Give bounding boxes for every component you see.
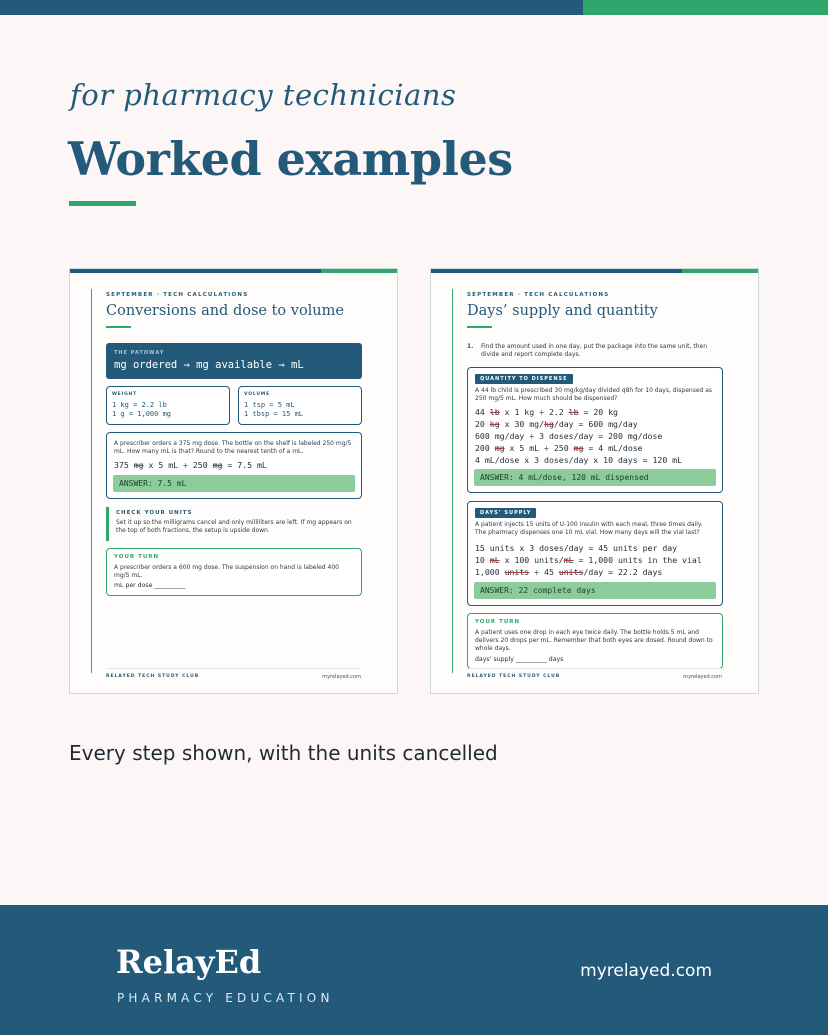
volume-label: VOLUME (244, 392, 270, 397)
math-part: = 20 kg (578, 407, 618, 417)
sheet-top-bar (70, 269, 397, 273)
math-part: x 100 units/ (499, 555, 564, 565)
sheet-footer (467, 668, 722, 682)
brand-subtitle: PHARMACY EDUCATION (117, 991, 334, 1005)
days-problem: A patient injects 15 units of U-100 insulin with each meal, three times daily. The pharmacy dispenses one 10 mL vial. How many days will the vial last? (475, 521, 703, 536)
days-math-3 (475, 567, 662, 577)
quantity-answer: ANSWER: 4 mL/dose, 120 mL dispensed (474, 469, 716, 486)
cancelled-unit: mg (494, 443, 505, 453)
math-part: 10 (475, 555, 490, 565)
math-part: /day = 22.2 days (583, 567, 663, 577)
weight-facts-box (106, 386, 230, 425)
answer-field[interactable]: mL per dose __________ (114, 582, 186, 589)
sheet-footer-right: myrelayed.com (683, 674, 722, 680)
step-number: 1. (467, 343, 474, 350)
quantity-math-2 (475, 419, 638, 429)
page-title: Worked examples (68, 132, 513, 186)
sheet-title: Days’ supply and quantity (467, 303, 658, 319)
weight-line-2: 1 g = 1,000 mg (112, 410, 172, 418)
worksheet-days-supply (430, 268, 759, 694)
cancelled-unit: mg (133, 460, 144, 470)
step-text: Find the amount used in one day, put the package into the same unit, then divide and report complete days. (481, 343, 707, 358)
pathway-label: THE PATHWAY (114, 350, 165, 356)
cancelled-unit: lb (568, 407, 579, 417)
cancelled-unit: kg (489, 419, 500, 429)
brand-logo: RelayEd (116, 943, 262, 981)
pathway-box (106, 343, 362, 379)
weight-label: WEIGHT (112, 392, 138, 397)
tagline: Every step shown, with the units cancelled (69, 741, 498, 765)
volume-facts-box (238, 386, 362, 425)
sheet-top-accent (682, 269, 758, 273)
sheet-margin-line (452, 289, 453, 673)
cancelled-unit: mL (489, 555, 500, 565)
example-answer: ANSWER: 7.5 mL (113, 475, 355, 492)
example-problem: A prescriber orders a 375 mg dose. The bottle on the shelf is labeled 250 mg/5 mL. How many mL is that? Round to the nearest tenth of a mL. (114, 440, 352, 455)
worksheet-conversions (69, 268, 398, 694)
sheet-margin-line (91, 289, 92, 673)
eyebrow-text: for pharmacy technicians (70, 78, 457, 112)
math-part: = 1,000 units in the vial (573, 555, 702, 565)
sheet-title-underline (467, 326, 492, 328)
sheet-top-bar (431, 269, 758, 273)
math-part: 20 (475, 419, 490, 429)
weight-line-1: 1 kg = 2.2 lb (112, 401, 167, 409)
quantity-tag: QUANTITY TO DISPENSE (475, 374, 573, 384)
quantity-math-1 (475, 407, 618, 417)
math-part: = 4 mL/dose (583, 443, 643, 453)
sheet-kicker: SEPTEMBER · TECH CALCULATIONS (467, 292, 610, 298)
sheet-top-accent (321, 269, 397, 273)
days-math-1: 15 units x 3 doses/day = 45 units per day (475, 543, 678, 553)
cancelled-unit: mg (212, 460, 223, 470)
cancelled-unit: mg (573, 443, 584, 453)
quantity-box (467, 367, 723, 493)
your-turn-label: YOUR TURN (475, 619, 521, 625)
math-part: 1,000 (475, 567, 505, 577)
math-part: x 5 mL ÷ 250 (504, 443, 574, 453)
example-box (106, 432, 362, 499)
volume-line-1: 1 tsp = 5 mL (244, 401, 295, 409)
cancelled-unit: mL (563, 555, 574, 565)
cancelled-unit: units (504, 567, 530, 577)
website-link[interactable]: myrelayed.com (580, 961, 712, 981)
sheet-footer-left: RELAYED TECH STUDY CLUB (106, 674, 200, 679)
top-bar (0, 0, 828, 15)
sheet-footer (106, 668, 361, 682)
math-part: x 1 kg ÷ 2.2 (499, 407, 569, 417)
check-units-callout (106, 507, 362, 541)
math-part: x 5 mL ÷ 250 (143, 460, 213, 470)
math-part: 200 (475, 443, 495, 453)
cancelled-unit: kg (544, 419, 554, 429)
title-underline (69, 201, 136, 206)
your-turn-text: A patient uses one drop in each eye twice daily. The bottle holds 5 mL and delivers 20 drops per mL. Remember that both eyes are dosed. Round down to whole days. (475, 629, 713, 652)
sheet-kicker: SEPTEMBER · TECH CALCULATIONS (106, 292, 249, 298)
your-turn-label: YOUR TURN (114, 554, 160, 560)
your-turn-box (467, 613, 723, 669)
math-part: 375 (114, 460, 134, 470)
math-part: ÷ 45 (529, 567, 559, 577)
answer-field[interactable]: days’ supply __________ days (475, 656, 564, 663)
cancelled-unit: units (558, 567, 584, 577)
volume-line-2: 1 tbsp = 15 mL (244, 410, 304, 418)
math-part: x 30 mg/ (499, 419, 545, 429)
math-part: /day = 600 mg/day (553, 419, 638, 429)
your-turn-text: A prescriber orders a 600 mg dose. The suspension on hand is labeled 400 mg/5 mL. (114, 564, 339, 579)
quantity-problem: A 44 lb child is prescribed 30 mg/kg/day divided q8h for 10 days, dispensed as 250 mg/5 mL. How much should be dispensed? (475, 387, 713, 402)
quantity-math-5: 4 mL/dose x 3 doses/day x 10 days = 120 mL (475, 455, 683, 465)
top-bar-accent (583, 0, 828, 15)
pathway-text: mg ordered → mg available → mL (114, 359, 304, 371)
brand-footer (0, 905, 828, 1035)
quantity-math-3: 600 mg/day ÷ 3 doses/day = 200 mg/dose (475, 431, 663, 441)
days-tag: DAYS’ SUPPLY (475, 508, 536, 518)
cancelled-unit: lb (489, 407, 500, 417)
days-answer: ANSWER: 22 complete days (474, 582, 716, 599)
quantity-math-4 (475, 443, 643, 453)
sheet-title: Conversions and dose to volume (106, 303, 344, 319)
math-part: = 7.5 mL (222, 460, 267, 470)
sheet-title-underline (106, 326, 131, 328)
sheet-footer-right: myrelayed.com (322, 674, 361, 680)
example-math (114, 460, 267, 470)
days-math-2 (475, 555, 702, 565)
days-supply-box (467, 501, 723, 606)
sheet-footer-left: RELAYED TECH STUDY CLUB (467, 674, 561, 679)
your-turn-box (106, 548, 362, 596)
math-part: 44 (475, 407, 490, 417)
check-label: CHECK YOUR UNITS (116, 510, 193, 516)
check-text: Set it up so the milligrams cancel and only milliliters are left. If mg appears on the top of both fractions, the setup is upside down. (116, 519, 352, 534)
